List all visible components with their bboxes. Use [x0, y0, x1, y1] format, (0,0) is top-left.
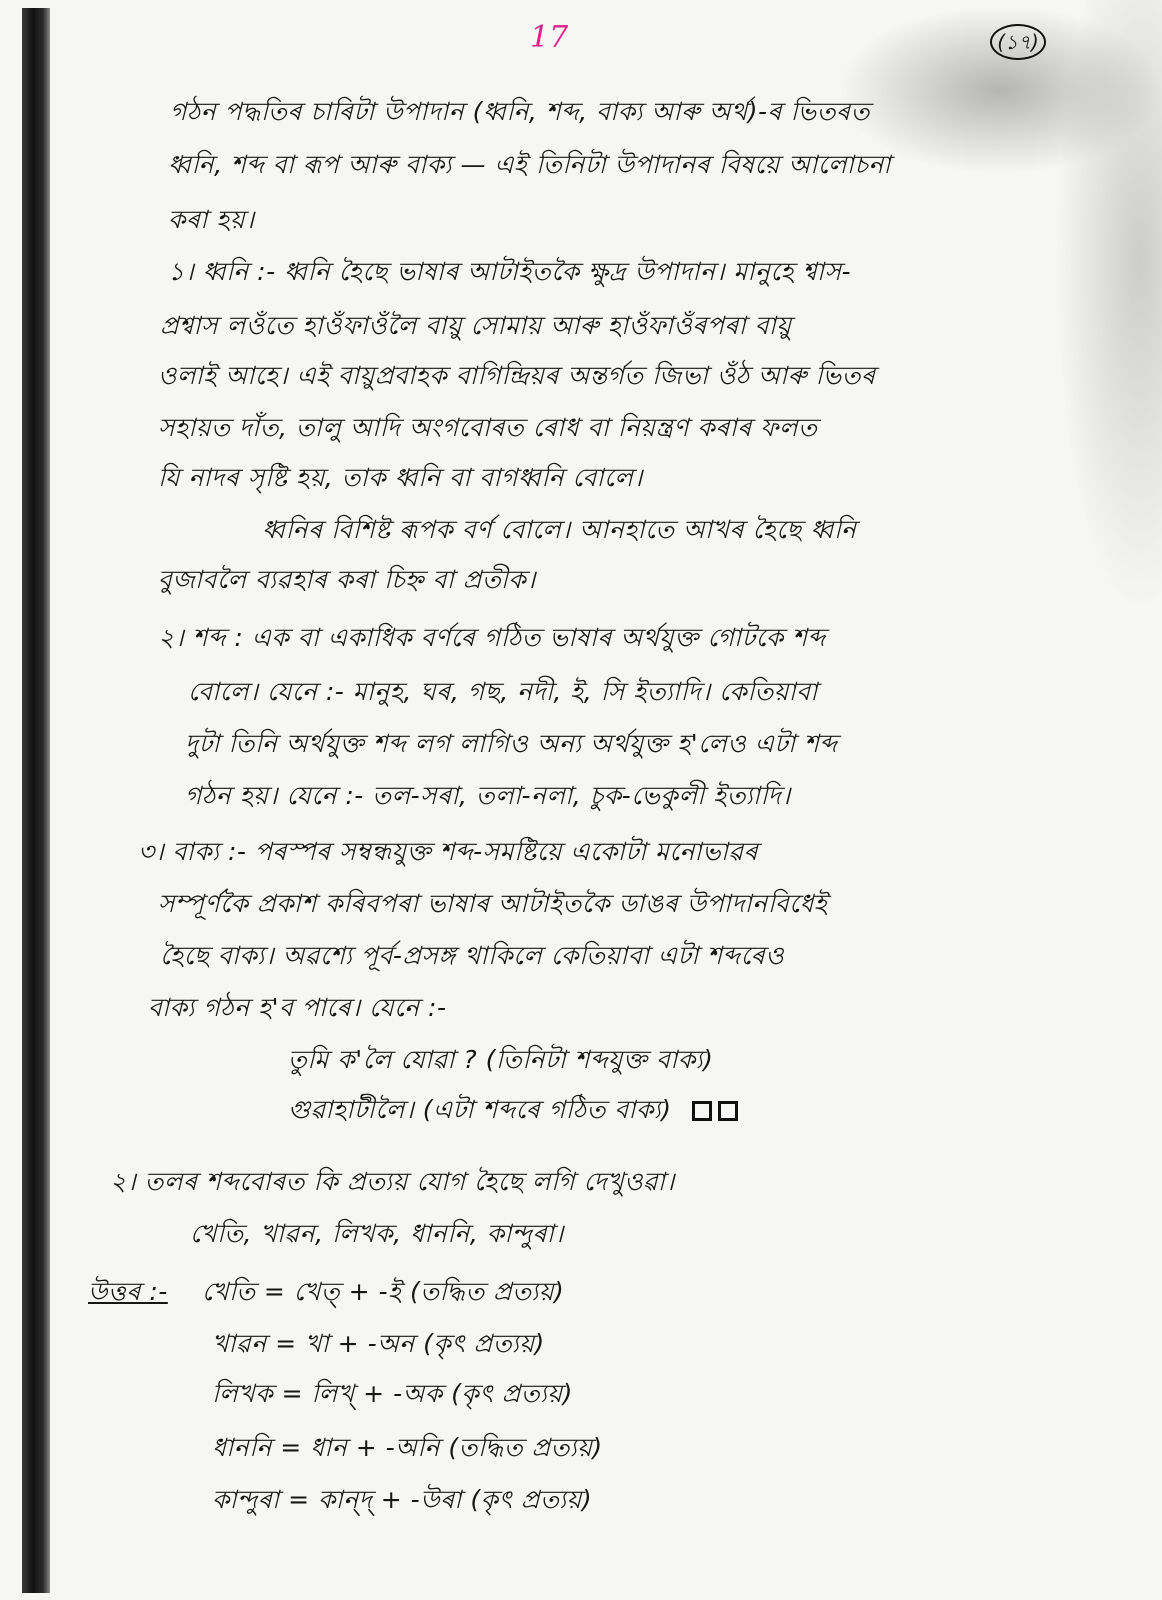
answer-row-3: লিখক = লিখ্ + -অক (কৃৎ প্ৰত্যয়): [212, 1379, 573, 1408]
bakya-line-2: সম্পূৰ্ণকৈ প্ৰকাশ কৰিবপৰা ভাষাৰ আটাইতকৈ ডাঙৰ উপাদানবিধেই: [158, 889, 828, 918]
intro-line-2: ধ্বনি, শব্দ বা ৰূপ আৰু বাক্য — এই তিনিটা উপাদানৰ বিষয়ে আলোচনা: [168, 150, 892, 179]
dhwani-line-3: ওলাই আহে। এই বায়ুপ্ৰবাহক বাগিন্দ্ৰিয়ৰ অন্তৰ্গত জিভা ওঁঠ আৰু ভিতৰ: [158, 361, 876, 390]
shabda-line-1: ২। শব্দ : এক বা একাধিক বৰ্ণৰে গঠিত ভাষাৰ অৰ্থযুক্ত গোটকে শব্দ: [158, 623, 826, 652]
answer-row-1: খেতি = খেত্ + -ই (তদ্ধিত প্ৰত্যয়): [202, 1277, 565, 1306]
answer-row-5: কান্দুৰা = কান্দ্ + -উৰা (কৃৎ প্ৰত্যয়): [212, 1485, 593, 1514]
bakya-example-1: তুমি ক'লৈ যোৱা ? (তিনিটা শব্দযুক্ত বাক্য): [288, 1045, 714, 1074]
answer-row-2: খাৱন = খা + -অন (কৃৎ প্ৰত্যয়): [212, 1329, 545, 1358]
page-number-circled: (১৭): [990, 24, 1046, 60]
answer-row-4: ধাননি = ধান + -অনি (তদ্ধিত প্ৰত্যয়): [212, 1433, 603, 1462]
shabda-line-2: বোলে। যেনে :- মানুহ, ঘৰ, গছ, নদী, ই, সি ইত্যাদি। কেতিয়াবা: [188, 677, 818, 706]
intro-line-3: কৰা হয়।: [168, 205, 255, 234]
bakya-example-2-text: গুৱাহাটীলৈ। (এটা শব্দৰে গঠিত বাক্য): [288, 1095, 672, 1124]
bakya-line-4: বাক্য গঠন হ'ব পাৰে। যেনে :-: [148, 993, 447, 1022]
question-line-2: খেতি, খাৱন, লিখক, ধাননি, কান্দুৰা।: [190, 1219, 564, 1248]
shabda-line-3: দুটা তিনি অৰ্থযুক্ত শব্দ লগ লাগিও অন্য অৰ্থযুক্ত হ'লেও এটা শব্দ: [185, 729, 838, 758]
bakya-line-1: ৩। বাক্য :- পৰস্পৰ সম্বন্ধযুক্ত শব্দ-সমষ্টিয়ে একোটা মনোভাৱৰ: [138, 837, 759, 866]
dhwani-line-7: বুজাবলৈ ব্যৱহাৰ কৰা চিহ্ন বা প্ৰতীক।: [158, 565, 536, 594]
end-mark-icon: [692, 1095, 744, 1124]
page-number: 17: [530, 20, 569, 55]
dhwani-line-5: যি নাদৰ সৃষ্টি হয়, তাক ধ্বনি বা বাগধ্বনি বোলে।: [158, 463, 643, 492]
answer-label: উত্তৰ :-: [88, 1277, 168, 1306]
question-line-1: ২। তলৰ শব্দবোৰত কি প্ৰত্যয় যোগ হৈছে লগি দেখুওৱা।: [110, 1167, 675, 1196]
dhwani-line-2: প্ৰশ্বাস লওঁতে হাওঁফাওঁলৈ বায়ু সোমায় আৰু হাওঁফাওঁৰপৰা বায়ু: [160, 311, 792, 340]
shabda-line-4: গঠন হয়। যেনে :- তল-সৰা, তলা-নলা, চুক-ভেকুলী ইত্যাদি।: [185, 781, 791, 810]
binding-edge: [22, 8, 50, 1593]
dhwani-line-6: ধ্বনিৰ বিশিষ্ট ৰূপক বৰ্ণ বোলে। আনহাতে আখৰ হৈছে ধ্বনি: [262, 515, 857, 544]
bakya-line-3: হৈছে বাক্য। অৱশ্যে পূৰ্ব-প্ৰসঙ্গ থাকিলে কেতিয়াবা এটা শব্দৰেও: [160, 941, 785, 970]
dhwani-line-1: ১। ধ্বনি :- ধ্বনি হৈছে ভাষাৰ আটাইতকৈ ক্ষুদ্ৰ উপাদান। মানুহে শ্বাস-: [168, 257, 852, 286]
intro-line-1: গঠন পদ্ধতিৰ চাৰিটা উপাদান (ধ্বনি, শব্দ, বাক্য আৰু অৰ্থ)-ৰ ভিতৰত: [170, 97, 870, 126]
dhwani-line-4: সহায়ত দাঁত, তালু আদি অংগবোৰত ৰোধ বা নিয়ন্ত্ৰণ কৰাৰ ফলত: [158, 413, 818, 442]
bakya-example-2: [288, 1090, 744, 1133]
